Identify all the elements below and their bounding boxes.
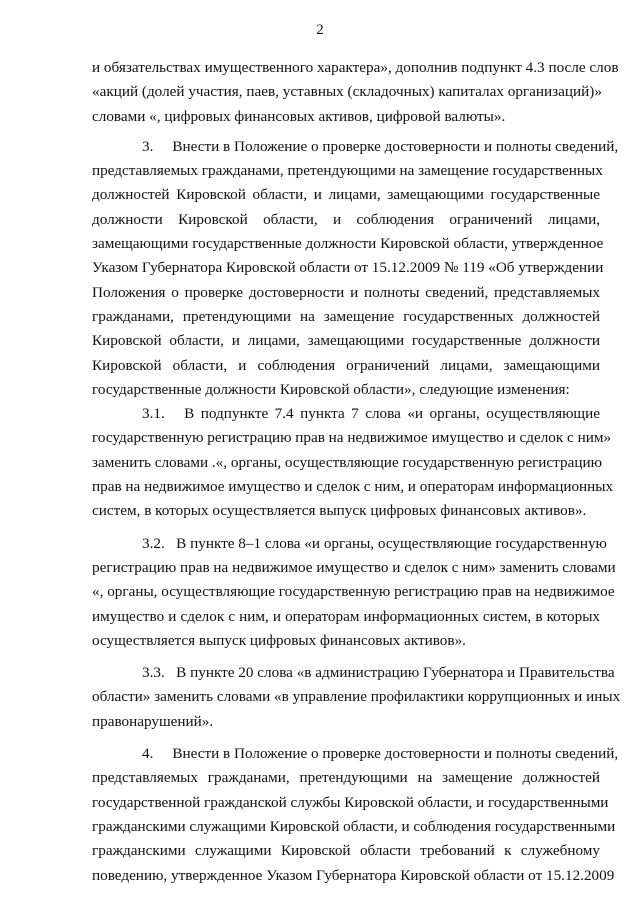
text-line: Кировской области, и лицами, замещающими государственные должности — [92, 332, 600, 350]
text-line: области» заменить словами «в управление профилактики коррупционных и иных — [92, 688, 621, 706]
text-line: Положения о проверке достоверности и полноты сведений, представляемых — [92, 283, 600, 301]
text-line: представляемых гражданами, претендующими на замещение государственных — [92, 162, 603, 180]
text-line: прав на недвижимое имущество и сделок с ним, и операторам информационных — [92, 478, 614, 496]
text-line: и обязательствах имущественного характера», дополнив подпункт 4.3 после слов — [92, 59, 619, 76]
text-line: регистрацию прав на недвижимое имущество и сделок с ним» заменить словами — [92, 558, 616, 576]
text-line: словами «, цифровых финансовых активов, цифровой валюты». — [92, 107, 506, 125]
text-line: поведению, утвержденное Указом Губернатора Кировской области от 15.12.2009 — [92, 866, 615, 884]
text-line: государственную регистрацию прав на недвижимое имущество и сделок с ним» — [92, 429, 612, 447]
subparagraph-3-3-first-line: 3.3. В пункте 20 слова «в администрацию Губернатора и Правительства — [142, 664, 615, 682]
text-line: заменить словами .«, органы, осуществляющие государственную регистрацию — [92, 453, 602, 471]
text-line: гражданами, претендующими на замещение государственных должностей — [92, 307, 600, 325]
text-line: Указом Губернатора Кировской области от 15.12.2009 № 119 «Об утверждении — [92, 259, 604, 277]
text-line: государственной гражданской службы Кировской области, и государственными — [92, 793, 609, 811]
page-number: 2 — [316, 22, 324, 38]
text-line: гражданскими служащими Кировской области, и соблюдения государственными — [92, 817, 616, 835]
text-line: должностей Кировской области, и лицами, замещающими государственные — [92, 186, 600, 204]
text-line: должности Кировской области, и соблюдения ограничений лицами, — [92, 210, 600, 228]
text-line: правонарушений». — [92, 712, 214, 730]
text-line: осуществляется выпуск цифровых финансовых активов». — [92, 631, 466, 649]
paragraph-4-first-line: 4. Внести в Положение о проверке достоверности и полноты сведений, — [142, 745, 619, 763]
paragraph-3-first-line: 3. Внести в Положение о проверке достоверности и полноты сведений, — [142, 137, 619, 155]
text-line: имущество и сделок с ним, и операторам информационных систем, в которых — [92, 607, 600, 625]
text-line: представляемых гражданами, претендующими на замещение должностей — [92, 769, 600, 787]
text-line: систем, в которых осуществляется выпуск цифровых финансовых активов». — [92, 502, 587, 520]
text-line: замещающими государственные должности Кировской области, утвержденное — [92, 235, 604, 253]
text-line: Кировской области, и соблюдения ограничений лицами, замещающими — [92, 356, 600, 374]
text-line: гражданскими служащими Кировской области требований к служебному — [92, 842, 600, 860]
document-body — [92, 56, 621, 888]
text-line: «, органы, осуществляющие государственную регистрацию прав на недвижимое — [92, 583, 615, 601]
text-line: государственные должности Кировской области», следующие изменения: — [92, 380, 570, 398]
subparagraph-3-1-first-line: 3.1. В подпункте 7.4 пункта 7 слова «и органы, осуществляющие — [142, 405, 600, 423]
text-line: «акций (долей участия, паев, уставных (складочных) капиталах организаций)» — [92, 83, 602, 101]
subparagraph-3-2-first-line: 3.2. В пункте 8–1 слова «и органы, осуществляющие государственную — [142, 534, 607, 552]
